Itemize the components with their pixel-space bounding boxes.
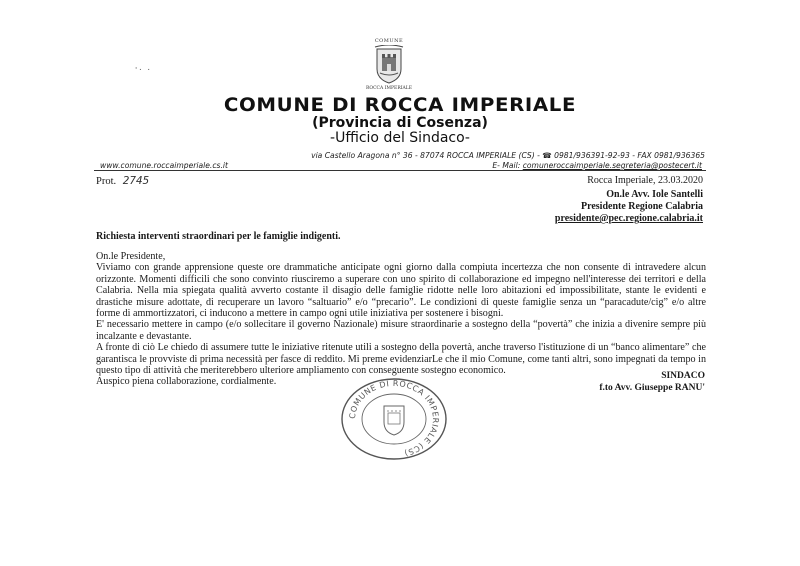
recipient-name: On.le Avv. Iole Santelli <box>606 189 703 200</box>
official-stamp <box>335 376 453 462</box>
crest-caption: COMUNE <box>374 38 404 44</box>
crest-shield-icon <box>374 45 404 85</box>
letterhead-address: via Castello Aragona n° 36 - 87074 ROCCA IMPERIALE (CS) - ☎ 0981/936391-92-93 - FAX 0981/936365 <box>311 151 705 160</box>
paragraph-2: E' necessario mettere in campo (e/o sollecitare il governo Nazionale) misure straordinarie a sostegno della “povertà” che inizia a divenire sempre più incalzante e devastante. <box>96 319 706 342</box>
stamp-ring-text: COMUNE DI ROCCA IMPERIALE (CS) <box>347 378 441 458</box>
closing: Auspico piena collaborazione, cordialmente. <box>96 376 277 388</box>
stamp-seal-icon <box>335 376 453 462</box>
letterhead-province: (Provincia di Cosenza) <box>312 115 488 131</box>
recipient-role: Presidente Regione Calabria <box>580 201 703 212</box>
signature-name: f.to Avv. Giuseppe RANU' <box>599 383 705 393</box>
letterhead-title: COMUNE DI ROCCA IMPERIALE <box>223 94 577 116</box>
letter-subject: Richiesta interventi straordinari per le famiglie indigenti. <box>96 231 341 242</box>
email-address: comuneroccaimperiale.segreteria@postecert.it <box>522 161 702 170</box>
protocol-number: 2745 <box>122 174 150 187</box>
scan-mark: '· · <box>134 66 151 74</box>
letter-date: Rocca Imperiale, 23.03.2020 <box>587 175 703 186</box>
protocol-label: Prot. <box>96 176 117 187</box>
email-label: E- Mail: <box>492 161 521 170</box>
paragraph-1: Viviamo con grande apprensione queste ore drammatiche anticipate ogni giorno dalla compiuta incertezza che non consente di intravedere alcun orizzonte. Momenti difficili che sono convinto riusciremo a superare con uno spirito di collaborazione ed impegno nell'interesse dei territori e della Calabria. Nella mia spiegata qualità avverto costante il disagio delle famiglie ridotte nelle loro abitazioni ed impossibilitate, stante le evidenti e drastiche misure adottate, di recuperare un lavoro “saltuario” e/o “precario”. Le condizioni di queste famiglie senza un “paracadute/cig” e/o altre forme di ammortizzatori, ci inducono a mettere in campo ogni utile iniziativa per sostenere i bisogni. <box>96 262 706 320</box>
recipient-email: presidente@pec.regione.calabria.it <box>554 213 703 224</box>
letterhead-office: -Ufficio del Sindaco- <box>330 130 470 146</box>
paragraph-3: A fronte di ciò Le chiedo di assumere tutte le iniziative ritenute utili a sostegno della povertà, anche traverso l'istituzione di un “banco alimentare” che garantisca le provviste di prima necessità per fasce di reddito. Mi preme evidenziarLe che il mio Comune, come tanti altri, sono impegnati da tempo in questo tipo di attività che meriterebbero ulteriore ampliamento con conseguente sostegno economico. <box>96 342 706 377</box>
letterhead-website: www.comune.roccaimperiale.cs.it <box>100 161 228 170</box>
letterhead-divider <box>94 170 706 171</box>
greeting: On.le Presidente, <box>96 251 166 262</box>
signature-title: SINDACO <box>661 371 705 381</box>
crest-subcaption: ROCCA IMPERIALE <box>366 86 413 91</box>
letterhead-email-line <box>380 161 702 170</box>
municipal-crest <box>366 38 413 92</box>
letter-body <box>96 251 706 388</box>
protocol <box>96 174 149 187</box>
